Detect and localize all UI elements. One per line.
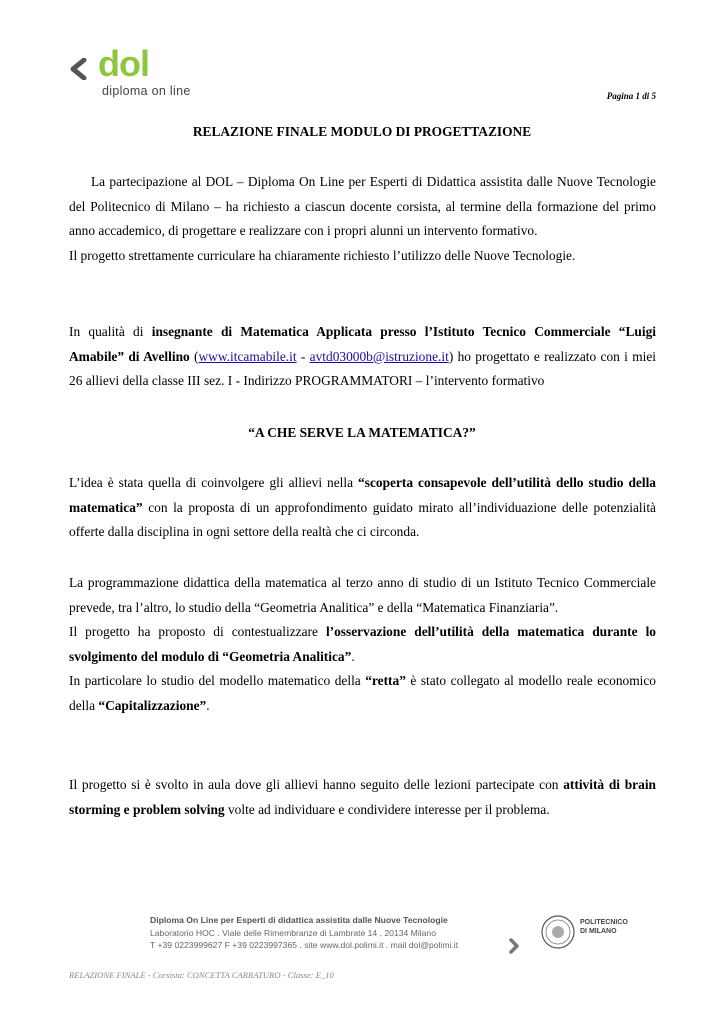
model-post: . <box>206 697 210 713</box>
curriculum-paragraph <box>69 571 656 719</box>
model-pre: In particolare lo studio del modello matematico della <box>69 673 366 689</box>
model-capitalizzazione: “Capitalizzazione” <box>98 697 207 713</box>
link-separator: - <box>296 348 310 364</box>
school-email-link[interactable]: avtd03000b@istruzione.it <box>309 348 449 364</box>
teacher-role: insegnante di Matematica Applicata presso l’Istituto Tecnico Commerciale “Luigi Amabile” di Avellino <box>69 324 656 364</box>
intro-text: La partecipazione al DOL – Diploma On Line per Esperti di Didattica assistita dalle Nuove Tecnologie del Politecnico di Milano – ha richiesto a ciascun docente corsista, al termine della formazione del primo anno accademico, di progettare e realizzare con i propri alunni un intervento formativo. <box>69 174 656 239</box>
model-retta: “retta” <box>365 673 406 689</box>
context-bold: l’osservazione dell’utilità della matematica durante lo svolgimento del modulo di “Geometria Analitica” <box>69 624 656 664</box>
chevron-left-icon <box>68 58 90 80</box>
idea-post: con la proposta di un approfondimento guidato mirato all’individuazione delle potenzialità offerte dalla disciplina in ogni settore della realtà che ci circonda. <box>69 499 656 540</box>
poli-line-1: POLITECNICO <box>580 919 628 926</box>
idea-bold: “scoperta consapevole dell’utilità dello studio della matematica” <box>69 475 656 515</box>
politecnico-seal-icon <box>541 915 575 949</box>
context-post: . <box>351 648 355 664</box>
chevron-right-icon <box>508 938 520 954</box>
idea-paragraph <box>69 471 656 545</box>
logo-tagline: diploma on line <box>102 84 191 98</box>
intro-text-2: Il progetto strettamente curriculare ha chiaramente richiesto l’utilizzo delle Nuove Tecnologie. <box>69 247 576 263</box>
curriculum-text: La programmazione didattica della matematica al terzo anno di studio di un Istituto Tecnico Commerciale prevede, tra l’altro, lo studio della “Geometria Analitica” e della “Matematica Finanziaria”. <box>69 575 656 615</box>
footer-line-2: Laboratorio HOC . Viale delle Rimembranze di Lambrate 14 . 20134 Milano <box>150 927 436 938</box>
intro-paragraph <box>69 170 656 268</box>
page-number: Pagina 1 di 5 <box>606 91 656 101</box>
logo-wordmark: dol <box>98 43 149 84</box>
poli-line-2: DI MILANO <box>580 928 617 935</box>
footer-contact <box>150 914 550 952</box>
teacher-post: ) ho progettato e realizzato con i miei 26 allievi della classe III sez. I - Indirizzo PROGRAMMATORI – l’intervento formativo <box>69 348 656 389</box>
school-website-link[interactable]: www.itcamabile.it <box>198 348 297 364</box>
document-footer: RELAZIONE FINALE - Corsista: CONCETTA CARRATURO - Classe: E_10 <box>69 970 334 980</box>
method-pre: Il progetto si è svolto in aula dove gli allievi hanno seguito delle lezioni partecipate con <box>69 777 564 792</box>
model-mid: è stato collegato al modello reale economico della <box>69 673 656 713</box>
project-title: “A CHE SERVE LA MATEMATICA?” <box>248 425 476 440</box>
method-bold: attività di brain storming e problem solving <box>69 777 656 817</box>
dol-logo <box>68 43 218 100</box>
teacher-paragraph <box>69 320 656 394</box>
politecnico-name <box>580 918 628 936</box>
method-paragraph <box>69 773 656 822</box>
idea-pre: L’idea è stata quella di coinvolgere gli allievi nella <box>69 475 359 490</box>
footer-line-3: T +39 0223999627 F +39 0223997365 . site www.dol.polimi.it . mail dol@polimi.it <box>150 940 459 951</box>
teacher-pre: In qualità di <box>69 324 152 339</box>
paren-open: ( <box>189 348 199 364</box>
document-title: RELAZIONE FINALE MODULO DI PROGETTAZIONE <box>192 124 532 139</box>
method-post: volte ad individuare e condividere interesse per il problema. <box>224 801 550 817</box>
context-pre: Il progetto ha proposto di contestualizzare <box>69 624 326 640</box>
footer-line-1: Diploma On Line per Esperti di didattica assistita dalle Nuove Tecnologie <box>150 915 448 925</box>
